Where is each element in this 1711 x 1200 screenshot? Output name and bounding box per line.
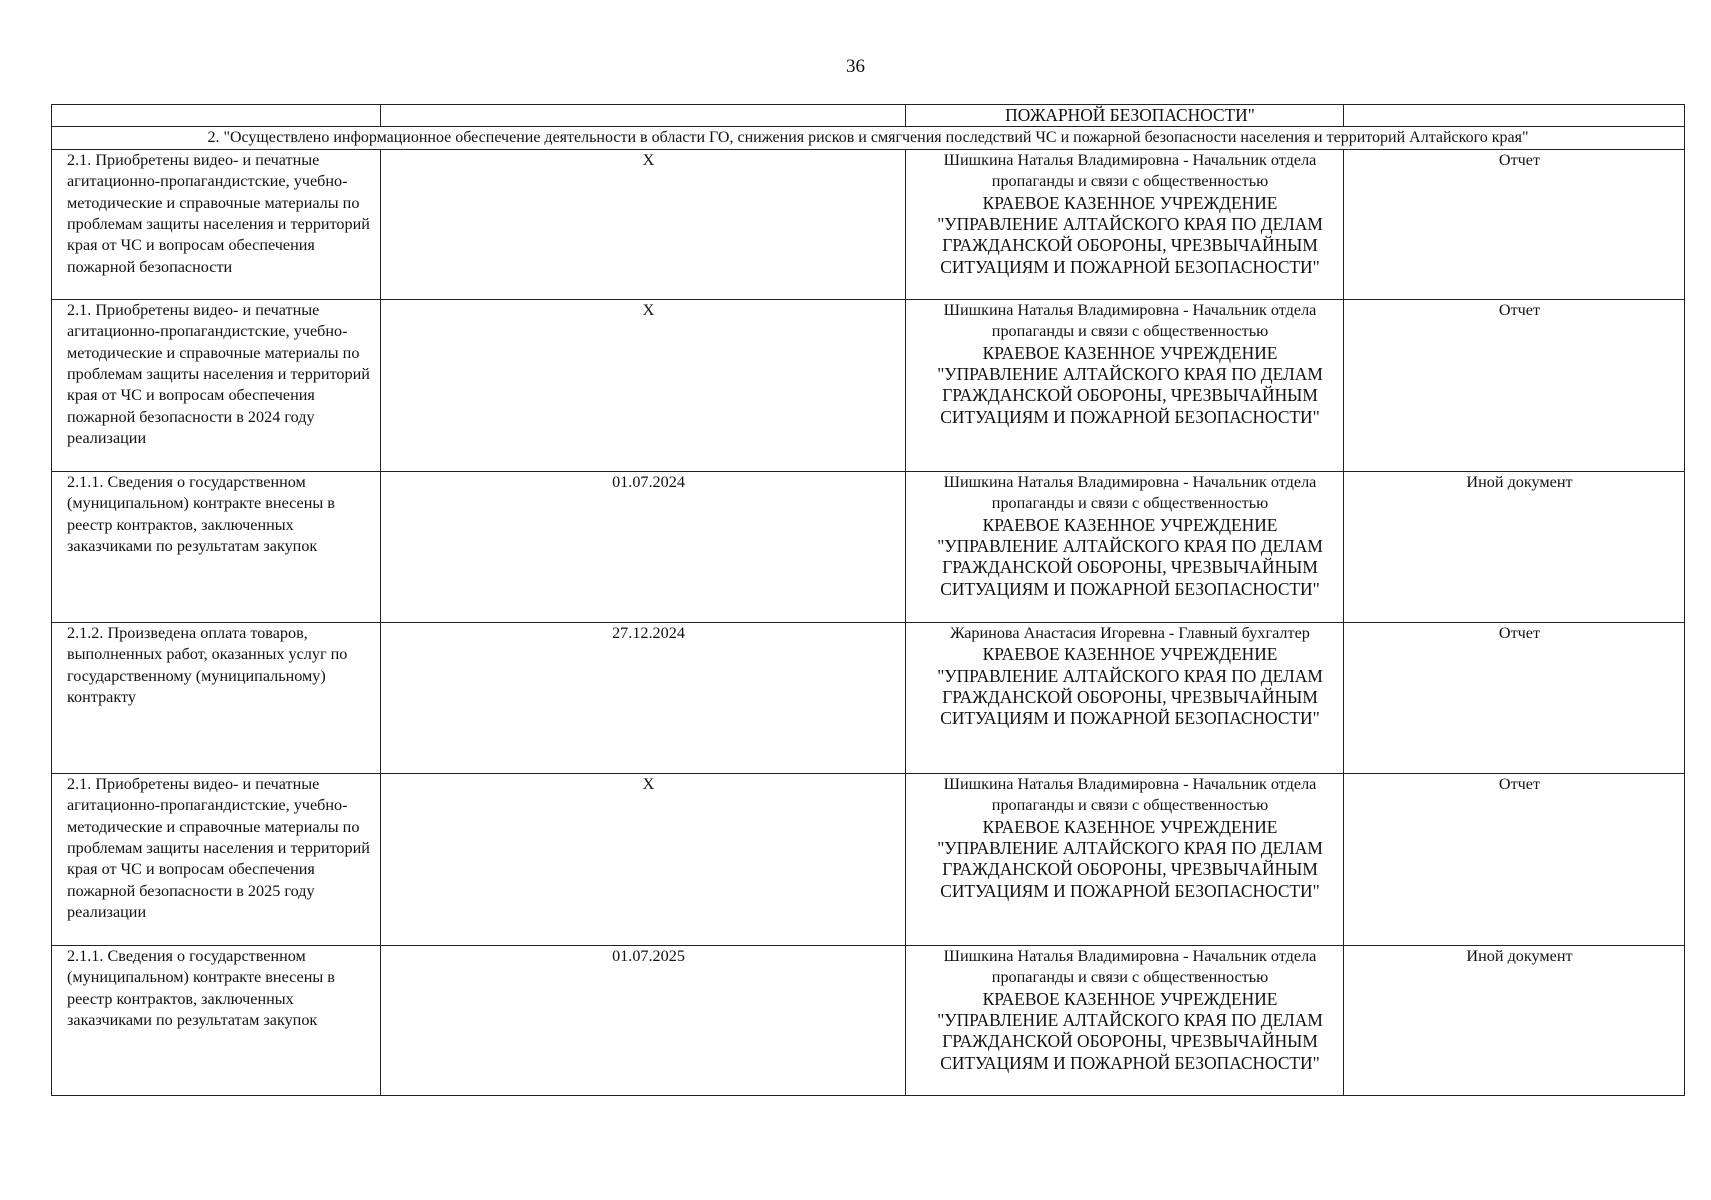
- document-type: Отчет: [1344, 299, 1685, 471]
- document-type: Иной документ: [1344, 471, 1685, 622]
- table-row: [52, 299, 1685, 471]
- table-row: [52, 471, 1685, 622]
- event-date: 01.07.2024: [381, 471, 906, 622]
- responsible-cell: [906, 149, 1344, 299]
- document-type: Отчет: [1344, 773, 1685, 945]
- section-header-row: [52, 127, 1685, 149]
- responsible-person: Шишкина Наталья Владимировна - Начальник отдела пропаганды и связи с общественностью: [943, 472, 1317, 513]
- table-row: [52, 773, 1685, 945]
- document-type: Отчет: [1344, 149, 1685, 299]
- event-name: 2.1. Приобретены видео- и печатные агитационно-пропагандистские, учебно-методические и справочные материалы по проблемам защиты населения и территорий края от ЧС и вопросам обеспечения пожарной безопасности в 2024 году реализации: [52, 299, 381, 471]
- carryover-org-text: ПОЖАРНОЙ БЕЗОПАСНОСТИ": [1005, 105, 1255, 125]
- responsible-person: Жаринова Анастасия Игоревна - Главный бухгалтер: [950, 623, 1310, 642]
- responsible-organization: КРАЕВОЕ КАЗЕННОЕ УЧРЕЖДЕНИЕ "УПРАВЛЕНИЕ АЛТАЙСКОГО КРАЯ ПО ДЕЛАМ ГРАЖДАНСКОЙ ОБОРОНЫ, ЧРЕЗВЫЧАЙНЫМ СИТУАЦИЯМ И ПОЖАРНОЙ БЕЗОПАСНОСТИ": [937, 514, 1323, 599]
- responsible-person: Шишкина Наталья Владимировна - Начальник отдела пропаганды и связи с общественностью: [943, 774, 1317, 815]
- event-date: 01.07.2025: [381, 945, 906, 1095]
- event-date: X: [381, 773, 906, 945]
- page-number: 36: [846, 56, 865, 77]
- carryover-doc-cell: [1344, 105, 1685, 127]
- responsible-cell: [906, 299, 1344, 471]
- responsible-person: Шишкина Наталья Владимировна - Начальник отдела пропаганды и связи с общественностью: [943, 150, 1317, 191]
- event-date: X: [381, 149, 906, 299]
- responsible-cell: [906, 471, 1344, 622]
- table-row: [52, 149, 1685, 299]
- carryover-row: [52, 105, 1685, 127]
- table-row: [52, 622, 1685, 773]
- table-row: [52, 945, 1685, 1095]
- event-date: X: [381, 299, 906, 471]
- responsible-organization: КРАЕВОЕ КАЗЕННОЕ УЧРЕЖДЕНИЕ "УПРАВЛЕНИЕ АЛТАЙСКОГО КРАЯ ПО ДЕЛАМ ГРАЖДАНСКОЙ ОБОРОНЫ, ЧРЕЗВЫЧАЙНЫМ СИТУАЦИЯМ И ПОЖАРНОЙ БЕЗОПАСНОСТИ": [937, 988, 1323, 1073]
- responsible-organization: КРАЕВОЕ КАЗЕННОЕ УЧРЕЖДЕНИЕ "УПРАВЛЕНИЕ АЛТАЙСКОГО КРАЯ ПО ДЕЛАМ ГРАЖДАНСКОЙ ОБОРОНЫ, ЧРЕЗВЫЧАЙНЫМ СИТУАЦИЯМ И ПОЖАРНОЙ БЕЗОПАСНОСТИ": [937, 644, 1323, 729]
- responsible-person: Шишкина Наталья Владимировна - Начальник отдела пропаганды и связи с общественностью: [943, 300, 1317, 341]
- responsible-cell: [906, 773, 1344, 945]
- event-name: 2.1.1. Сведения о государственном (муниципальном) контракте внесены в реестр контрактов, заключенных заказчиками по результатам закупок: [52, 945, 381, 1095]
- responsible-organization: КРАЕВОЕ КАЗЕННОЕ УЧРЕЖДЕНИЕ "УПРАВЛЕНИЕ АЛТАЙСКОГО КРАЯ ПО ДЕЛАМ ГРАЖДАНСКОЙ ОБОРОНЫ, ЧРЕЗВЫЧАЙНЫМ СИТУАЦИЯМ И ПОЖАРНОЙ БЕЗОПАСНОСТИ": [937, 342, 1323, 427]
- event-name: 2.1.2. Произведена оплата товаров, выполненных работ, оказанных услуг по государственному (муниципальному) контракту: [52, 622, 381, 773]
- event-name: 2.1. Приобретены видео- и печатные агитационно-пропагандистские, учебно-методические и справочные материалы по проблемам защиты населения и территорий края от ЧС и вопросам обеспечения пожарной безопасности: [52, 149, 381, 299]
- event-date: 27.12.2024: [381, 622, 906, 773]
- event-name: 2.1.1. Сведения о государственном (муниципальном) контракте внесены в реестр контрактов, заключенных заказчиками по результатам закупок: [52, 471, 381, 622]
- document-type: Иной документ: [1344, 945, 1685, 1095]
- event-name: 2.1. Приобретены видео- и печатные агитационно-пропагандистские, учебно-методические и справочные материалы по проблемам защиты населения и территорий края от ЧС и вопросам обеспечения пожарной безопасности в 2025 году реализации: [52, 773, 381, 945]
- document-type: Отчет: [1344, 622, 1685, 773]
- carryover-date-cell: [381, 105, 906, 127]
- carryover-name-cell: [52, 105, 381, 127]
- control-points-table: [51, 104, 1685, 1096]
- responsible-person: Шишкина Наталья Владимировна - Начальник отдела пропаганды и связи с общественностью: [943, 946, 1317, 987]
- responsible-organization: КРАЕВОЕ КАЗЕННОЕ УЧРЕЖДЕНИЕ "УПРАВЛЕНИЕ АЛТАЙСКОГО КРАЯ ПО ДЕЛАМ ГРАЖДАНСКОЙ ОБОРОНЫ, ЧРЕЗВЫЧАЙНЫМ СИТУАЦИЯМ И ПОЖАРНОЙ БЕЗОПАСНОСТИ": [937, 192, 1323, 277]
- carryover-org-cell: [906, 105, 1344, 127]
- responsible-cell: [906, 945, 1344, 1095]
- responsible-cell: [906, 622, 1344, 773]
- section-title: 2. "Осуществлено информационное обеспечение деятельности в области ГО, снижения рисков и смягчения последствий ЧС и пожарной безопасности населения и территорий Алтайского края": [52, 127, 1685, 149]
- responsible-organization: КРАЕВОЕ КАЗЕННОЕ УЧРЕЖДЕНИЕ "УПРАВЛЕНИЕ АЛТАЙСКОГО КРАЯ ПО ДЕЛАМ ГРАЖДАНСКОЙ ОБОРОНЫ, ЧРЕЗВЫЧАЙНЫМ СИТУАЦИЯМ И ПОЖАРНОЙ БЕЗОПАСНОСТИ": [937, 816, 1323, 901]
